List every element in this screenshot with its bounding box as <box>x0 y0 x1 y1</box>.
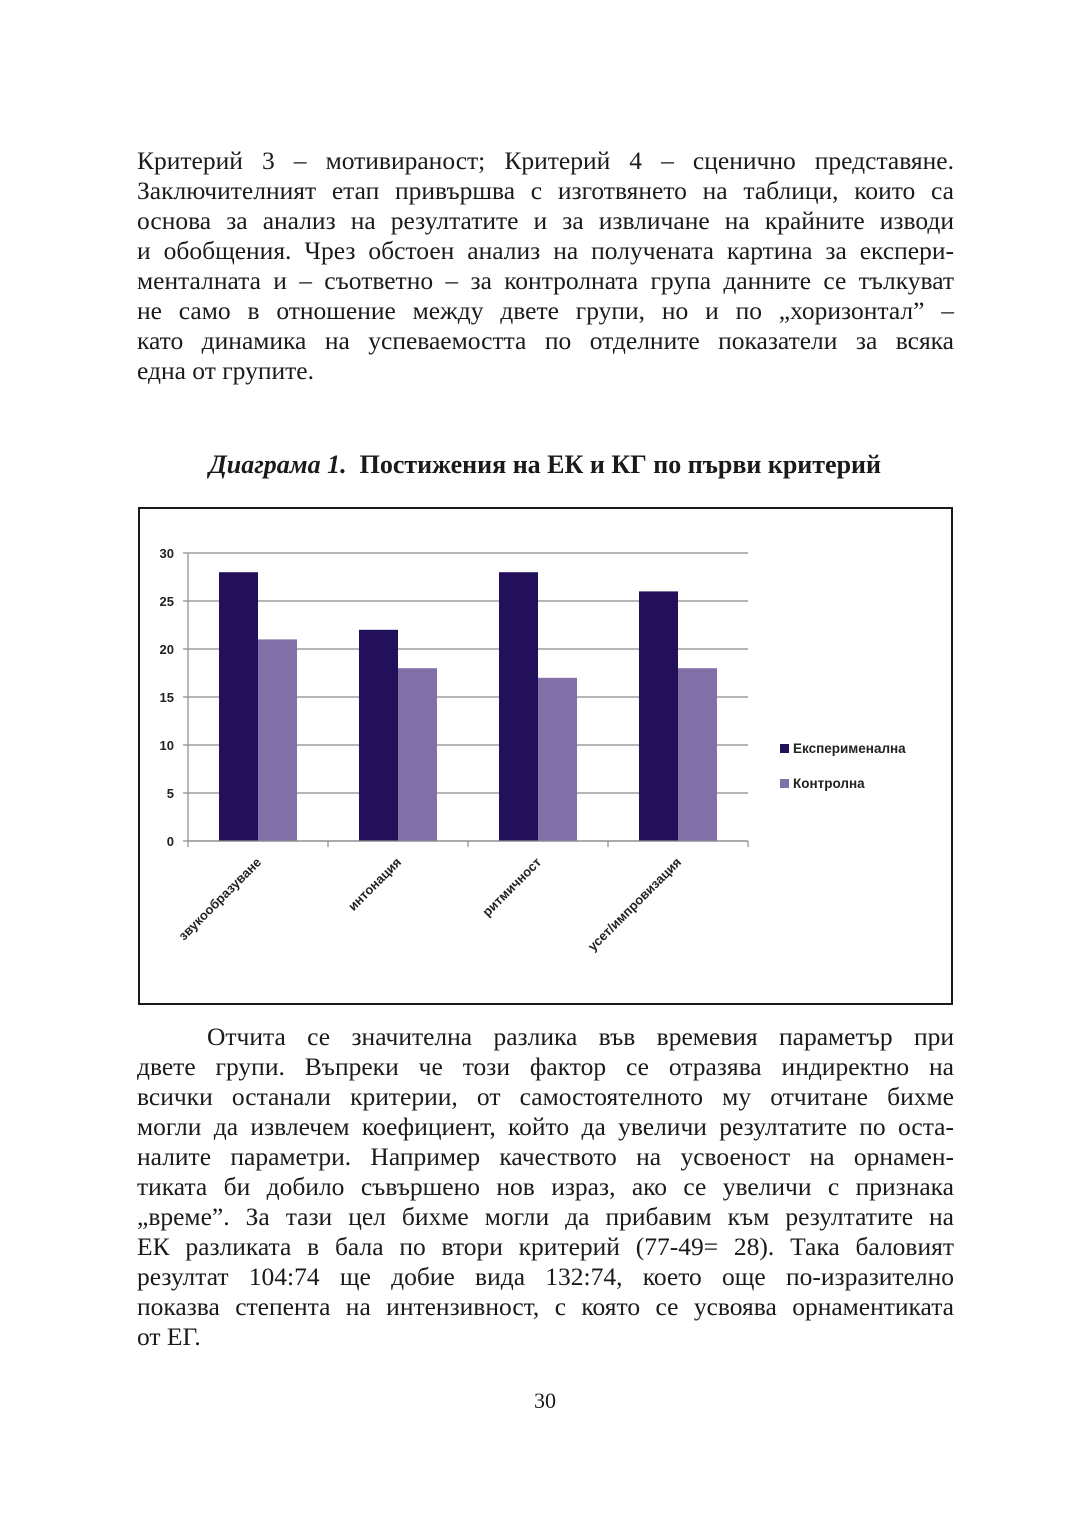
y-tick-label: 10 <box>159 738 174 753</box>
text-line: налите параметри. Например качеството на усвоеност на орнамен- <box>137 1142 954 1171</box>
text-line: „време”. За тази цел бихме могли да прибавим към резултатите на <box>137 1202 954 1231</box>
caption-title: Постижения на ЕК и КГ по първи критерий <box>359 450 882 479</box>
bar-chart <box>140 509 951 1003</box>
text-line: от ЕГ. <box>137 1322 201 1351</box>
page-number: 30 <box>534 1388 556 1413</box>
text-line: като динамика на успеваемостта по отделните показатели за всяка <box>137 326 954 355</box>
text-line: основа за анализ на резултатите и за извличане на крайните изводи <box>137 206 954 235</box>
chart-frame <box>138 507 953 1005</box>
figure-caption <box>0 450 1080 480</box>
legend-label: Контролна <box>793 776 865 791</box>
text-line: тиката би добило съвършено нов израз, ако се увеличи с признака <box>137 1172 954 1201</box>
legend-label: Експерименална <box>793 741 906 756</box>
bar-control <box>538 678 577 841</box>
y-tick-label: 0 <box>166 834 174 849</box>
caption-label: Диаграма 1. <box>208 450 347 479</box>
bar-experimental <box>359 630 398 841</box>
x-category-label: звукообразуване <box>175 854 265 944</box>
text-line: всички останали критерии, от самостоятелното му отчитане бихме <box>137 1082 954 1111</box>
y-tick-label: 5 <box>166 786 174 801</box>
text-line: една от групите. <box>137 356 314 385</box>
y-tick-label: 25 <box>159 594 174 609</box>
text-line: не само в отношение между двете групи, но и по „хоризонтал” – <box>137 296 954 325</box>
text-line: Отчита се значителна разлика във времевия параметър при <box>207 1022 954 1051</box>
legend-swatch <box>780 744 789 753</box>
bar-experimental <box>639 591 678 841</box>
text-line: показва степента на интензивност, с която се усвоява орнаментиката <box>137 1292 954 1321</box>
text-line: Критерий 3 – мотивираност; Критерий 4 – сценично представяне. <box>137 146 954 175</box>
bar-control <box>398 668 437 841</box>
text-line: Заключителният етап привършва с изготвянето на таблици, които са <box>137 176 954 205</box>
text-line: резултат 104:74 ще добие вида 132:74, което още по-изразително <box>137 1262 954 1291</box>
y-tick-label: 30 <box>159 546 174 561</box>
paragraph-bottom <box>137 1022 954 1352</box>
bar-experimental <box>219 572 258 841</box>
y-tick-label: 15 <box>159 690 174 705</box>
x-category-label: усет/импровизация <box>584 854 685 954</box>
y-tick-label: 20 <box>159 642 174 657</box>
text-line: двете групи. Въпреки че този фактор се отразява индиректно на <box>137 1052 954 1081</box>
text-line: менталната и – съответно – за контролната група данните се тълкуват <box>137 266 954 295</box>
text-line: и обобщения. Чрез обстоен анализ на получената картина за експери- <box>137 236 954 265</box>
text-line: могли да извлечем коефициент, който да увеличи резултатите по оста- <box>137 1112 954 1141</box>
legend-swatch <box>780 779 789 788</box>
paragraph-top <box>137 146 954 386</box>
bar-control <box>258 639 297 841</box>
bar-experimental <box>499 572 538 841</box>
x-category-label: интонация <box>344 854 405 914</box>
text-line: ЕК разликата в бала по втори критерий (77-49= 28). Така баловият <box>137 1232 954 1261</box>
x-category-label: ритмичност <box>479 854 545 920</box>
bar-control <box>678 668 717 841</box>
